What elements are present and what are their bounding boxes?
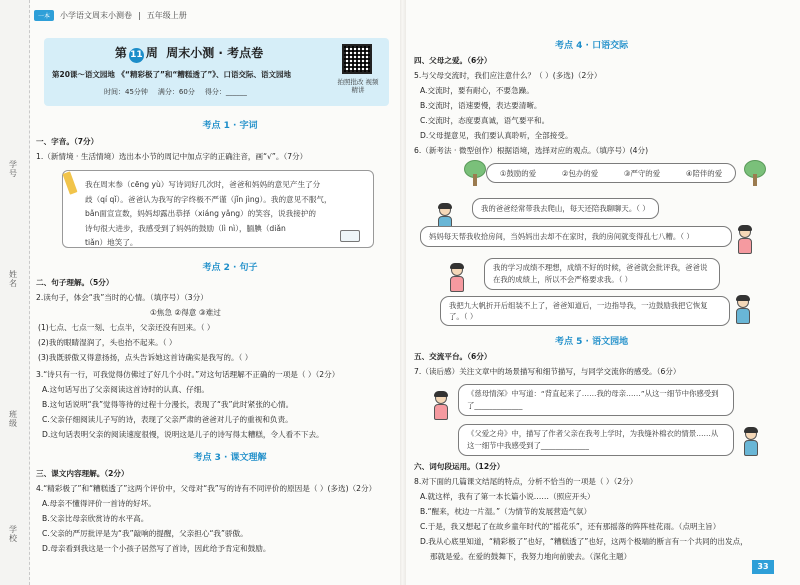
- question-2-options: ①焦急 ②得意 ③难过: [150, 308, 221, 317]
- page-number: 33: [752, 560, 774, 574]
- series-name: 小学语文周末小测卷: [60, 10, 133, 20]
- book-icon: [340, 230, 360, 242]
- school-label: 学校: [9, 525, 17, 543]
- girl-avatar: [448, 264, 466, 294]
- girl-avatar: [736, 226, 754, 256]
- question-3: 3.“诗只有一行，可我觉得仿佛过了好几个小时。”对这句话理解不正确的一项是（ ）（2分）: [36, 370, 340, 379]
- kp3-heading: 考点 3 · 课文理解: [193, 453, 267, 463]
- binding-margin: [0, 0, 30, 585]
- speech-bubble-1[interactable]: 我的爸爸经常带我去爬山，每天还陪我聊聊天。（ ）: [472, 198, 659, 219]
- boy-avatar: [742, 428, 760, 458]
- question-8-a[interactable]: A.就这样，我有了第一本长篇小说……（照应开头）: [420, 492, 595, 501]
- speech-bubble-3[interactable]: 我的学习成绩不理想，成绩不好的时候，爸爸就会批评我，爸爸说在我的成绩上，所以不会严格要求我。（ ）: [484, 258, 720, 290]
- question-4-c[interactable]: C.父亲的严厉批评是为“我”敲响的提醒，父亲担心“我”骄傲。: [42, 529, 248, 538]
- kp2-heading: 考点 2 · 句子: [202, 263, 258, 273]
- question-8: 8.对下面的几篇课文结尾的特点，分析不恰当的一项是（ ）（2分）: [414, 477, 638, 486]
- passage-line: tiǎn）地笑了。: [85, 238, 138, 247]
- grade-label: 五年级上册: [146, 10, 187, 20]
- speech-bubble-4[interactable]: 我把九大帆折开后组装不上了，爸爸知道后，一边指导我，一边鼓励我把它恢复了。（ ）: [440, 296, 730, 326]
- question-2-c[interactable]: (3)我既骄傲又得意扬扬，点头告诉她这首诗确实是我写的。（ ）: [38, 353, 253, 362]
- question-3-c[interactable]: C.父亲仔细阅读儿子写的诗，表现了父亲严肃的爸爸对儿子的重视和负责。: [42, 415, 293, 424]
- qr-caption: 拍照批改 视频精讲: [337, 78, 379, 94]
- question-4-d[interactable]: D.母亲看到我这是一个小孩子居然写了首诗，因此给予肯定和鼓励。: [42, 544, 271, 553]
- question-3-d[interactable]: D.这句话表明父亲的阅读速度很慢，说明这是儿子的诗写得太糟糕，令人看不下去。: [42, 430, 324, 439]
- question-3-a[interactable]: A.这句话写出了父亲阅读这首诗时的认真、仔细。: [42, 385, 209, 394]
- section-2-title: 二、句子理解。（5分）: [36, 278, 114, 287]
- page-fold: [400, 0, 406, 585]
- lesson-subtitle: 第20课～语文园地 《“精彩极了”和“糟糕透了”》、口语交际、语文园地: [52, 70, 292, 79]
- full-score-info: 满分：60分: [157, 88, 195, 96]
- option-3: ③严守的爱: [623, 168, 661, 178]
- option-2: ②包办的爱: [561, 168, 599, 178]
- girl-avatar: [432, 392, 450, 422]
- section-5-title: 五、交流平台。（6分）: [414, 352, 492, 361]
- question-2-b[interactable]: (2)我的眼睛湿润了，头也抬不起来。（ ）: [38, 338, 177, 347]
- love-options: [486, 163, 736, 183]
- question-2: 2.读句子，体会“我”当时的心情。（填序号）（3分）: [36, 293, 208, 302]
- passage-line: 我在周末参（cēng yù）写诗词好几次时，爸爸和妈妈的意见产生了分: [85, 180, 321, 189]
- score-field[interactable]: 得分：______: [204, 88, 247, 96]
- number-label: 学号: [9, 160, 17, 178]
- class-label: 班级: [9, 410, 17, 428]
- kp5-heading: 考点 5 · 语文园地: [555, 337, 629, 347]
- question-7: 7.（读后感）关注文章中的场景描写和细节描写，与同学交流你的感受。（6分）: [414, 367, 681, 376]
- question-8-c[interactable]: C.于是，我又想起了在故乡童年时代的“摇花乐”，还有那摇落的阵阵桂花雨。（点明主旨）: [420, 522, 721, 531]
- question-4-b[interactable]: B.父亲比母亲欣赏诗的水平高。: [42, 514, 149, 523]
- kp4-heading: 考点 4 · 口语交际: [555, 41, 629, 51]
- boy-avatar: [734, 296, 752, 326]
- question-1: 1.（新情境 · 生活情境）选出本小节的周记中加点字的正确注音，画“√”。（7分）: [36, 152, 308, 161]
- title-banner: [44, 38, 389, 106]
- page-title: 第 11 周 周末小测 · 考点卷: [44, 44, 334, 63]
- exam-info: [104, 87, 247, 97]
- question-8-d[interactable]: D.我从心底里知道，“精彩极了”也好，“糟糕透了”也好，这两个极端的断言有一个共同的出发点，: [420, 537, 748, 546]
- kp1-heading: 考点 1 · 字词: [202, 121, 258, 131]
- qr-code[interactable]: [342, 44, 372, 74]
- question-4: 4.“精彩极了”和“糟糕透了”这两个评价中，父母对“我”写的诗有不同评价的原因是（ ）(多选)（2分）: [36, 484, 377, 493]
- passage-box: [62, 170, 374, 248]
- option-4: ④陪伴的爱: [685, 168, 723, 178]
- question-5-c[interactable]: C.交流时，态度要真诚，语气要平和。: [420, 116, 550, 125]
- reflection-bubble-2[interactable]: 《父爱之舟》中，描写了作者父亲在我考上学时，为我缝补棉衣的情景……从这一细节中我感受到了_____________: [458, 424, 734, 456]
- reflection-bubble-1[interactable]: 《慈母情深》中写道：“背直起来了……我的母亲……”从这一细节中你感受到了_____________: [458, 384, 734, 416]
- question-8-b[interactable]: B.“醒来，枕边一片湿。”（为情节的发展营造气氛）: [420, 507, 592, 516]
- question-3-b[interactable]: B.这句话说明“我”觉得等待的过程十分漫长，表现了“我”此时紧张的心情。: [42, 400, 294, 409]
- time-info: 时间：45分钟: [104, 88, 148, 96]
- series-tag: 一本: [34, 10, 54, 21]
- speech-bubble-2[interactable]: 妈妈每天帮我收拾房间，当妈妈出去却不在家时，我的房间就变得乱七八糟。（ ）: [420, 226, 732, 247]
- question-5-a[interactable]: A.交流时，要有耐心，不要急躁。: [420, 86, 534, 95]
- question-6: 6.（新考法 · 微型创作）根据语境，选择对应的观点。（填序号）(4分): [414, 146, 649, 155]
- name-label: 姓名: [9, 270, 17, 288]
- passage-line: 诗句很大进步，我感受到了妈妈的鼓励（lì nì），腼腆（diǎn: [85, 223, 286, 233]
- section-1-title: 一、字音。（7分）: [36, 137, 99, 146]
- section-3-title: 三、课文内容理解。（2分）: [36, 469, 129, 478]
- question-5-d[interactable]: D.父母提意见，我们要认真聆听，全部接受。: [420, 131, 573, 140]
- question-4-a[interactable]: A.母亲不懂得评价一首诗的好坏。: [42, 499, 156, 508]
- section-4-title: 四、父母之爱。（6分）: [414, 56, 492, 65]
- option-1: ①鼓励的爱: [499, 168, 537, 178]
- page-header: 一本 小学语文周末小测卷 | 五年级上册: [34, 8, 187, 22]
- question-5: 5.与父母交流时，我们应注意什么？（ ）(多选)（2分）: [414, 71, 602, 80]
- question-8-d-cont: 那就是爱。在爱的鼓舞下，我努力地向前驶去。（深化主题）: [430, 552, 632, 561]
- question-2-a[interactable]: (1)七点、七点一刻、七点半，父亲还没有回来。（ ）: [38, 323, 215, 332]
- passage-line: bǎn面宣宣数，妈妈却露出恭择（xiáng yǎng）的笑容，说我接护的: [85, 209, 317, 218]
- week-number-badge: 11: [129, 48, 144, 63]
- section-6-title: 六、词句段运用。（12分）: [414, 462, 505, 471]
- passage-line: 歧（qí qǐ）。爸爸认为我写的字终极不严谨（jǐn jìng）。我的意见不服气，: [85, 194, 332, 204]
- question-5-b[interactable]: B.交流时，语速要慢，表达要清晰。: [420, 101, 542, 110]
